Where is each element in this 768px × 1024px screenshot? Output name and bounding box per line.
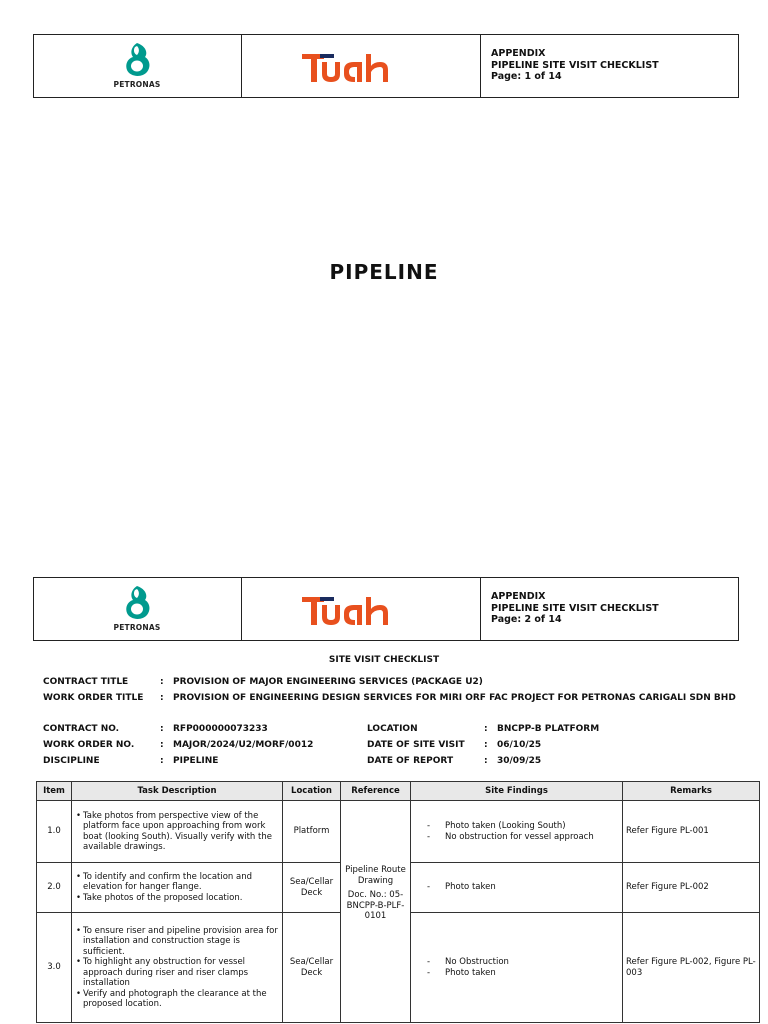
header-item: Item: [37, 782, 72, 801]
reference-cell: [341, 801, 411, 1023]
header-info: [481, 35, 738, 97]
task-description: [72, 801, 283, 863]
tuah-logo: [300, 595, 422, 627]
task-bullet: • To ensure riser and pipeline provision area for installation and construction stage is sufficient.: [83, 926, 279, 958]
contract-title-value: PROVISION OF MAJOR ENGINEERING SERVICES (PACKAGE U2): [173, 677, 483, 687]
date-report-row: [367, 756, 667, 768]
work-order-title-label: WORK ORDER TITLE: [43, 693, 144, 703]
page-number: Page: 2 of 14: [491, 614, 562, 625]
site-findings: [411, 913, 623, 1023]
work-order-no-row: [43, 740, 363, 752]
appendix-label: APPENDIX: [491, 591, 546, 602]
header-task: Task Description: [72, 782, 283, 801]
item-number: 1.0: [37, 801, 72, 863]
location-label: LOCATION: [367, 724, 418, 734]
date-visit-value: 06/10/25: [497, 740, 542, 750]
discipline-label: DISCIPLINE: [43, 756, 100, 766]
page1-header: [33, 34, 739, 98]
cover-title: PIPELINE: [329, 260, 439, 284]
finding-item: - Photo taken (Looking South): [427, 821, 619, 832]
petronas-logo-cell: [34, 35, 242, 97]
tuah-logo: [300, 52, 422, 84]
task-bullet: • Take photos from perspective view of the platform face upon approaching from work boat (looking South). Visually verify with the available drawings.: [83, 811, 279, 853]
task-description: [72, 863, 283, 913]
reference-drawing: Pipeline Route Drawing: [345, 865, 406, 886]
contract-title-row: [43, 677, 743, 689]
task-bullet: • Verify and photograph the clearance at the proposed location.: [83, 989, 279, 1010]
section-title: SITE VISIT CHECKLIST: [328, 655, 440, 665]
page-number: Page: 1 of 14: [491, 71, 562, 82]
item-number: 2.0: [37, 863, 72, 913]
table-row: [37, 801, 760, 863]
work-order-title-row: [43, 693, 743, 717]
petronas-logo: [107, 584, 167, 638]
location-cell: Sea/Cellar Deck: [283, 913, 341, 1023]
item-number: 3.0: [37, 913, 72, 1023]
work-order-title-value: PROVISION OF ENGINEERING DESIGN SERVICES FOR MIRI ORF FAC PROJECT FOR PETRONAS CARIGALI SDN BHD: [173, 693, 736, 703]
tuah-logo-cell: [242, 35, 481, 97]
task-description: [72, 913, 283, 1023]
petronas-emblem-icon: [122, 584, 152, 622]
checklist-label: PIPELINE SITE VISIT CHECKLIST: [491, 602, 659, 614]
site-findings: [411, 863, 623, 913]
petronas-wordmark: PETRONAS: [113, 80, 161, 89]
date-visit-row: [367, 740, 667, 752]
tuah-logo-cell: [242, 578, 481, 640]
work-order-no-label: WORK ORDER NO.: [43, 740, 135, 750]
contract-no-label: CONTRACT NO.: [43, 724, 120, 734]
colon: :: [160, 677, 164, 687]
header-remarks: Remarks: [623, 782, 760, 801]
header-info: [481, 578, 738, 640]
site-findings: [411, 801, 623, 863]
contract-no-row: [43, 724, 363, 736]
remarks-cell: Refer Figure PL-002, Figure PL-003: [623, 913, 760, 1023]
colon: :: [160, 693, 164, 703]
table-header-row: [37, 782, 760, 801]
date-report-value: 30/09/25: [497, 756, 542, 766]
checklist-label: PIPELINE SITE VISIT CHECKLIST: [491, 59, 659, 71]
reference-doc-no: Doc. No.: 05-BNCPP-B-PLF-0101: [346, 890, 405, 921]
date-report-label: DATE OF REPORT: [367, 756, 454, 766]
petronas-logo-cell: [34, 578, 242, 640]
header-reference: Reference: [341, 782, 411, 801]
colon: :: [484, 740, 488, 750]
contract-title-label: CONTRACT TITLE: [43, 677, 129, 687]
location-row: [367, 724, 667, 736]
petronas-logo: [107, 41, 167, 95]
remarks-cell: Refer Figure PL-002: [623, 863, 760, 913]
date-visit-label: DATE OF SITE VISIT: [367, 740, 465, 750]
petronas-wordmark: PETRONAS: [113, 623, 161, 632]
task-bullet: • Take photos of the proposed location.: [83, 893, 279, 904]
location-cell: Platform: [283, 801, 341, 863]
header-location: Location: [283, 782, 341, 801]
contract-no-value: RFP000000073233: [173, 724, 268, 734]
finding-item: - Photo taken: [427, 882, 619, 893]
finding-item: - Photo taken: [427, 968, 619, 979]
checklist-table: [36, 781, 760, 1023]
petronas-emblem-icon: [122, 41, 152, 79]
location-value: BNCPP-B PLATFORM: [497, 724, 600, 734]
work-order-no-value: MAJOR/2024/U2/MORF/0012: [173, 740, 314, 750]
remarks-cell: Refer Figure PL-001: [623, 801, 760, 863]
discipline-value: PIPELINE: [173, 756, 219, 766]
colon: :: [160, 724, 164, 734]
task-bullet: • To identify and confirm the location and elevation for hanger flange.: [83, 872, 279, 893]
task-bullet: • To highlight any obstruction for vessel approach during riser and riser clamps installation: [83, 957, 279, 989]
appendix-label: APPENDIX: [491, 48, 546, 59]
colon: :: [484, 756, 488, 766]
finding-item: - No Obstruction: [427, 957, 619, 968]
page2-header: [33, 577, 739, 641]
discipline-row: [43, 756, 363, 768]
header-findings: Site Findings: [411, 782, 623, 801]
colon: :: [160, 756, 164, 766]
colon: :: [160, 740, 164, 750]
colon: :: [484, 724, 488, 734]
finding-item: - No obstruction for vessel approach: [427, 832, 619, 843]
location-cell: Sea/Cellar Deck: [283, 863, 341, 913]
